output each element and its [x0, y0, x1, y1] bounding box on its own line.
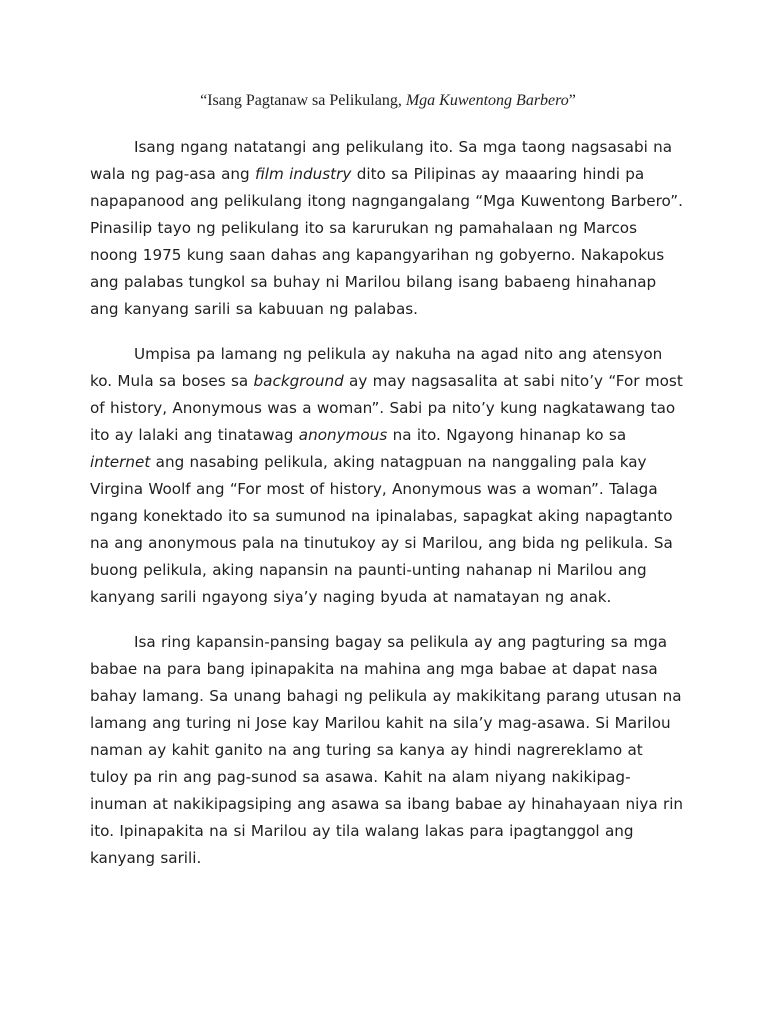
italic-term: anonymous: [298, 426, 388, 444]
paragraph-text: ang nasabing pelikula, aking natagpuan na nanggaling pala kay Virgina Woolf ang “For most of history, Anonymous was a woman”. Talaga ngang konektado ito sa sumunod na ipinalabas, sapagkat aking napagtanto na ang anonymous pala na tinutukoy ay si Marilou, ang bida ng pelikula. Sa buong pelikula, aking napansin na paunti-unting nahanap ni Marilou ang kanyang sarili ngayong siya’y naging byuda at namatayan ng anak.: [90, 453, 673, 606]
paragraph-1: [90, 134, 686, 323]
paragraph-text: na ito. Ngayong hinanap ko sa: [387, 426, 627, 444]
italic-term: internet: [90, 453, 151, 471]
title-text: “Isang Pagtanaw sa Pelikulang,: [200, 92, 406, 109]
paragraph-text: ay may nagsasalita at sabi nito’y “For most of history, Anonymous was a woman”. Sabi pa nito’y kung nagkatawang tao ito ay lalaki ang tinatawag: [90, 372, 683, 444]
paragraph-text: dito sa Pilipinas ay maaaring hindi pa napapanood ang pelikulang itong nagngangalang “Mga Kuwentong Barbero”. Pinasilip tayo ng pelikulang ito sa karurukan ng pamahalaan ng Marcos noong 1975 kung saan dahas ang kapangyarihan ng gobyerno. Nakapokus ang palabas tungkol sa buhay ni Marilou bilang isang babaeng hinahanap ang kanyang sarili sa kabuuan ng palabas.: [90, 165, 683, 318]
title-close-quote: ”: [568, 92, 576, 109]
document-title: [90, 90, 686, 112]
paragraph-3: [90, 629, 686, 872]
italic-term: film industry: [255, 165, 352, 183]
paragraph-text: Isang ngang natatangi ang pelikulang ito. Sa mga taong nagsasabi na wala ng pag-asa ang: [90, 138, 673, 183]
film-title: Mga Kuwentong Barbero: [405, 92, 569, 109]
paragraph-text: Isa ring kapansin-pansing bagay sa pelikula ay ang pagturing sa mga babae na para bang ipinapakita na mahina ang mga babae at dapat nasa bahay lamang. Sa unang bahagi ng pelikula ay makikitang parang utusan na lamang ang turing ni Jose kay Marilou kahit na sila’y mag-asawa. Si Marilou naman ay kahit ganito na ang turing sa kanya ay hindi nagrereklamo at tuloy pa rin ang pag-sunod sa asawa. Kahit na alam niyang nakikipag-inuman at nakikipagsiping ang asawa sa ibang babae ay hinahayaan niya rin ito. Ipinapakita na si Marilou ay tila walang lakas para ipagtanggol ang kanyang sarili.: [90, 633, 684, 867]
italic-term: background: [253, 372, 344, 390]
paragraph-2: [90, 341, 686, 611]
paragraph-text: Umpisa pa lamang ng pelikula ay nakuha na agad nito ang atensyon ko. Mula sa boses sa: [90, 345, 663, 390]
